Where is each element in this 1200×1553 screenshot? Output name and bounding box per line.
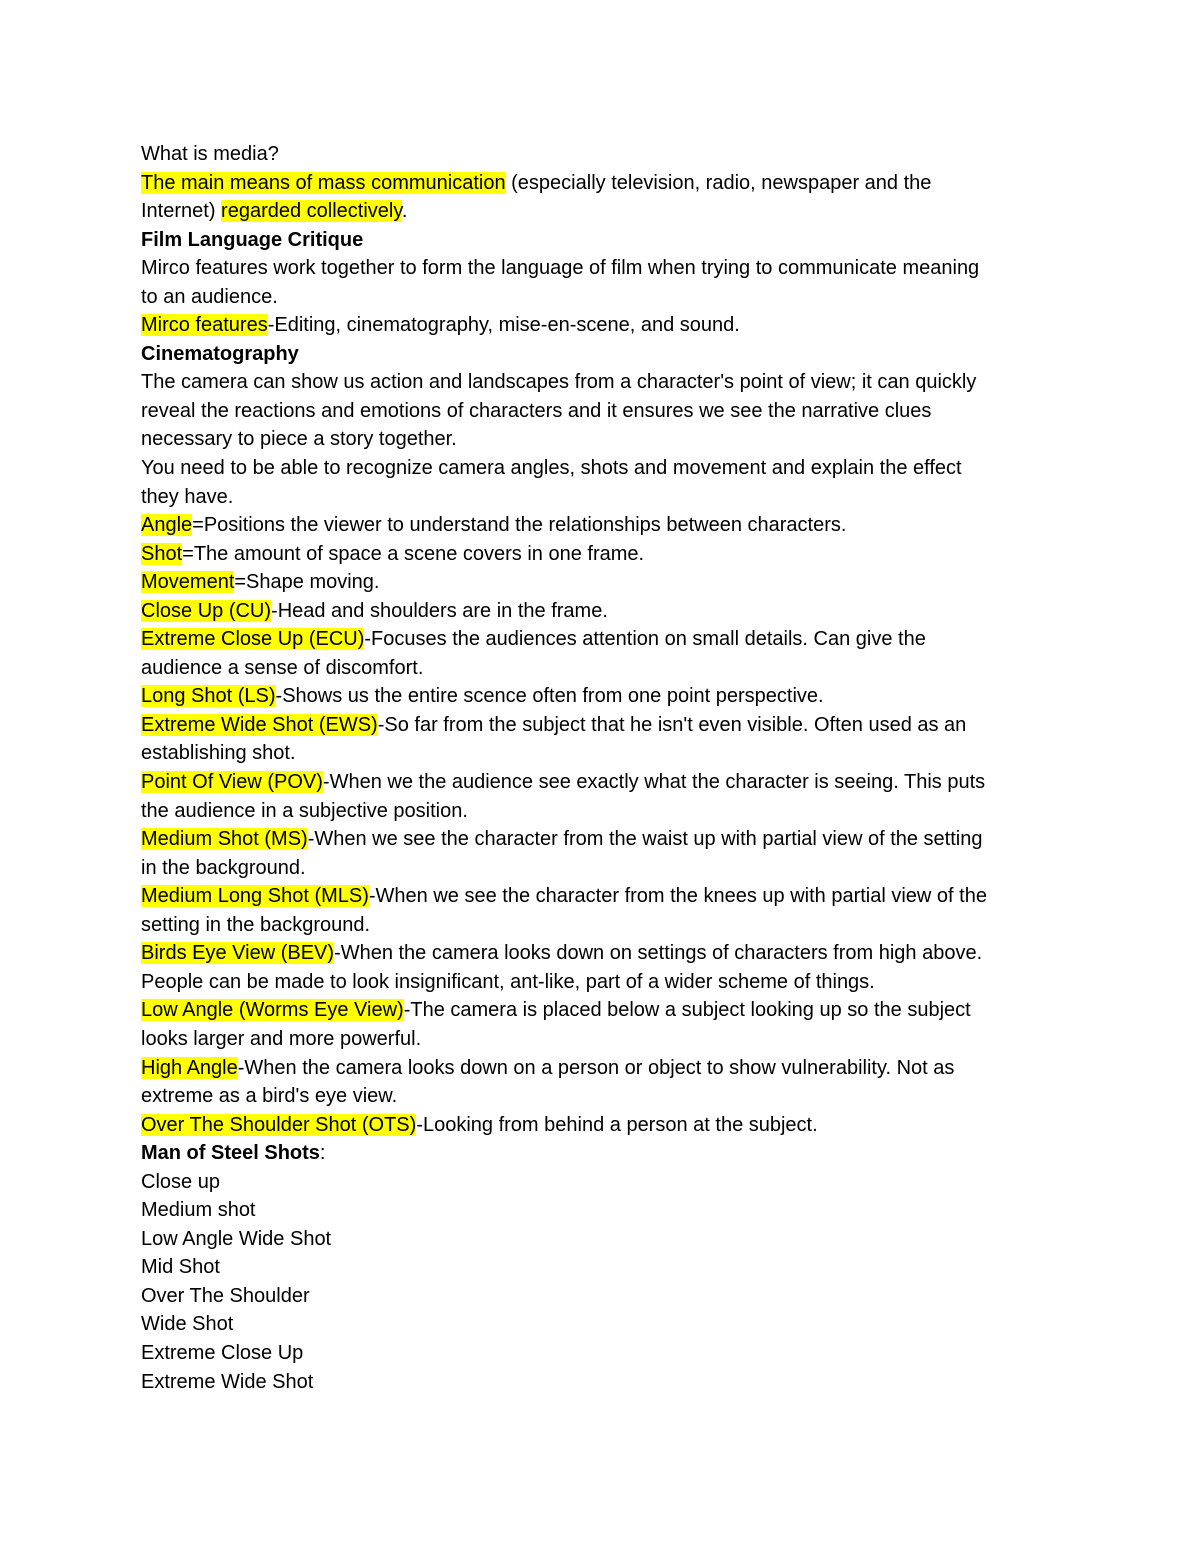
definition-high-angle-cont: extreme as a bird's eye view. [141,1085,398,1108]
definition-extreme-close-up: Extreme Close Up (ECU)-Focuses the audiences attention on small details. Can give the [141,628,926,651]
highlight-regarded-collectively: regarded collectively [221,200,402,223]
definition-long-shot: Long Shot (LS)-Shows us the entire scence often from one point perspective. [141,685,824,708]
term-angle: Angle [141,514,193,537]
term-over-the-shoulder: Over The Shoulder Shot (OTS) [141,1113,417,1136]
list-item: Medium shot [141,1199,256,1222]
term-medium-shot: Medium Shot (MS) [141,828,308,851]
term-close-up: Close Up (CU) [141,599,272,622]
definition-medium-shot: Medium Shot (MS)-When we see the character from the waist up with partial view of the setting [141,828,983,851]
definition-medium-long-shot-cont: setting in the background. [141,913,371,936]
micro-intro-line-2: to an audience. [141,285,278,308]
list-item: Low Angle Wide Shot [141,1227,332,1250]
document-page [141,140,1061,1396]
definition-extreme-close-up-cont: audience a sense of discomfort. [141,656,424,679]
cinematography-para1-line-2: reveal the reactions and emotions of characters and it ensures we see the narrative clues [141,399,932,422]
definition-point-of-view: Point Of View (POV)-When we the audience see exactly what the character is seeing. This puts [141,771,986,794]
micro-intro-line-1: Mirco features work together to form the language of film when trying to communicate meaning [141,257,980,280]
definition-medium-long-shot: Medium Long Shot (MLS)-When we see the character from the knees up with partial view of the [141,885,987,908]
definition-extreme-wide-shot-cont: establishing shot. [141,742,296,765]
definition-low-angle-cont: looks larger and more powerful. [141,1027,422,1050]
term-medium-long-shot: Medium Long Shot (MLS) [141,885,369,908]
term-low-angle: Low Angle (Worms Eye View) [141,999,404,1022]
list-item: Mid Shot [141,1256,220,1279]
cinematography-para2-line-2: they have. [141,485,234,508]
term-micro-features: Mirco features [141,314,268,337]
definition-high-angle: High Angle-When the camera looks down on a person or object to show vulnerability. Not as [141,1056,955,1079]
term-point-of-view: Point Of View (POV) [141,771,323,794]
term-extreme-close-up: Extreme Close Up (ECU) [141,628,365,651]
definition-over-the-shoulder: Over The Shoulder Shot (OTS)-Looking from behind a person at the subject. [141,1113,818,1136]
list-item: Extreme Wide Shot [141,1370,314,1393]
question-what-is-media: What is media? [141,143,279,165]
list-item: Over The Shoulder [141,1284,310,1307]
definition-movement: Movement=Shape moving. [141,571,380,594]
term-high-angle: High Angle [141,1056,238,1079]
media-definition-line-2: Internet) regarded collectively. [141,200,408,223]
cinematography-para2-line-1: You need to be able to recognize camera angles, shots and movement and explain the effect [141,457,962,480]
list-item: Wide Shot [141,1313,234,1336]
definition-birds-eye-view-cont: People can be made to look insignificant, ant-like, part of a wider scheme of things. [141,970,875,993]
media-definition-line-1: The main means of mass communication (especially television, radio, newspaper and the [141,171,932,194]
term-shot: Shot [141,542,183,565]
definition-shot: Shot=The amount of space a scene covers in one frame. [141,542,645,565]
cinematography-para1-line-3: necessary to piece a story together. [141,428,457,451]
highlight-mass-communication: The main means of mass communication [141,171,506,194]
definition-angle: Angle=Positions the viewer to understand the relationships between characters. [141,514,847,537]
definition-birds-eye-view: Birds Eye View (BEV)-When the camera looks down on settings of characters from high above. [141,942,983,965]
definition-point-of-view-cont: the audience in a subjective position. [141,799,468,822]
term-movement: Movement [141,571,235,594]
term-long-shot: Long Shot (LS) [141,685,276,708]
term-birds-eye-view: Birds Eye View (BEV) [141,942,335,965]
micro-features-definition: Mirco features-Editing, cinematography, mise-en-scene, and sound. [141,314,740,337]
heading-cinematography: Cinematography [141,342,299,365]
list-item: Close up [141,1170,220,1193]
cinematography-para1-line-1: The camera can show us action and landscapes from a character's point of view; it can quickly [141,371,977,394]
definition-close-up: Close Up (CU)-Head and shoulders are in the frame. [141,599,608,622]
definition-extreme-wide-shot: Extreme Wide Shot (EWS)-So far from the subject that he isn't even visible. Often used as an [141,713,967,736]
definition-medium-shot-cont: in the background. [141,856,306,879]
heading-man-of-steel-shots: Man of Steel Shots: [141,1142,326,1165]
heading-film-language-critique: Film Language Critique [141,228,364,251]
term-extreme-wide-shot: Extreme Wide Shot (EWS) [141,713,378,736]
definition-low-angle: Low Angle (Worms Eye View)-The camera is placed below a subject looking up so the subject [141,999,971,1022]
list-item: Extreme Close Up [141,1341,304,1364]
